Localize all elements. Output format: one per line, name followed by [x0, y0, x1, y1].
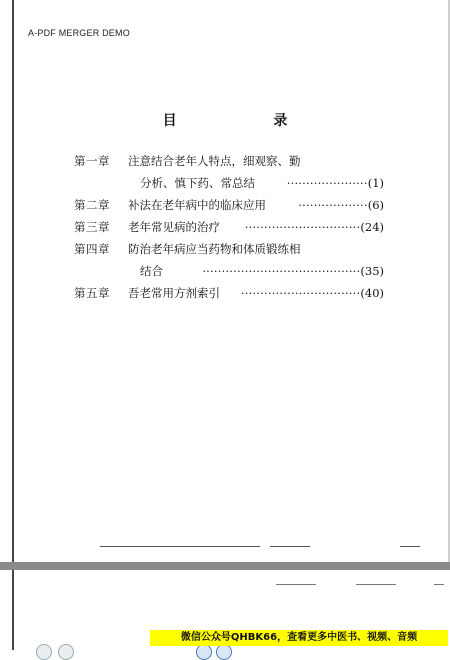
- page-separator: [0, 562, 450, 570]
- toc-page-number: (1): [367, 176, 384, 190]
- toc-chapter-number: 第二章: [74, 198, 110, 212]
- toolbar-icon[interactable]: [36, 644, 52, 660]
- toc-page-number: (40): [360, 286, 384, 300]
- toc-chapter-title: 吾老常用方剂索引: [128, 286, 220, 300]
- page-left-edge: [12, 0, 14, 566]
- toc-row[interactable]: 第三章 老年常见病的治疗 ······························(24): [74, 216, 384, 238]
- toc-row[interactable]: 第五章 吾老常用方剂索引 ·······························(40): [74, 282, 384, 304]
- toc-row[interactable]: 第二章 补法在老年病中的临床应用 ··················(6): [74, 194, 384, 216]
- toc-chapter-title: 老年常见病的治疗: [128, 220, 220, 234]
- toc-chapter-number: 第三章: [74, 220, 110, 234]
- toc-row-continuation[interactable]: 分析、慎下药、常总结 ·····················(1): [74, 172, 384, 194]
- toolbar-icon[interactable]: [58, 644, 74, 660]
- toc-chapter-title: 注意结合老年人特点，细观察、勤: [128, 154, 301, 168]
- footer-rule: [100, 546, 420, 548]
- toc-row[interactable]: [74, 150, 384, 172]
- toc-chapter-title-cont: 结合: [140, 264, 163, 278]
- table-of-contents: [74, 150, 384, 304]
- promo-banner: 微信公众号QHBK66，查看更多中医书、视频、音频: [150, 630, 448, 646]
- toc-chapter-number: 第一章: [74, 154, 110, 168]
- toc-row-continuation[interactable]: 结合 ·········································(35): [74, 260, 384, 282]
- toolbar-icon[interactable]: [216, 644, 232, 660]
- toc-page-number: (35): [360, 264, 384, 278]
- toc-chapter-number: 第五章: [74, 286, 110, 300]
- toc-chapter-title-cont: 分析、慎下药、常总结: [140, 176, 255, 190]
- toc-page-number: (6): [367, 198, 384, 212]
- toc-chapter-title: 防治老年病应当药物和体质锻练相: [128, 242, 301, 256]
- toc-row[interactable]: [74, 238, 384, 260]
- toc-chapter-number: 第四章: [74, 242, 110, 256]
- watermark-text: A-PDF MERGER DEMO: [28, 28, 130, 38]
- toolbar-icon[interactable]: [196, 644, 212, 660]
- toc-page-number: (24): [360, 220, 384, 234]
- toc-chapter-title: 补法在老年病中的临床应用: [128, 198, 266, 212]
- page-title: 目 录: [162, 113, 334, 129]
